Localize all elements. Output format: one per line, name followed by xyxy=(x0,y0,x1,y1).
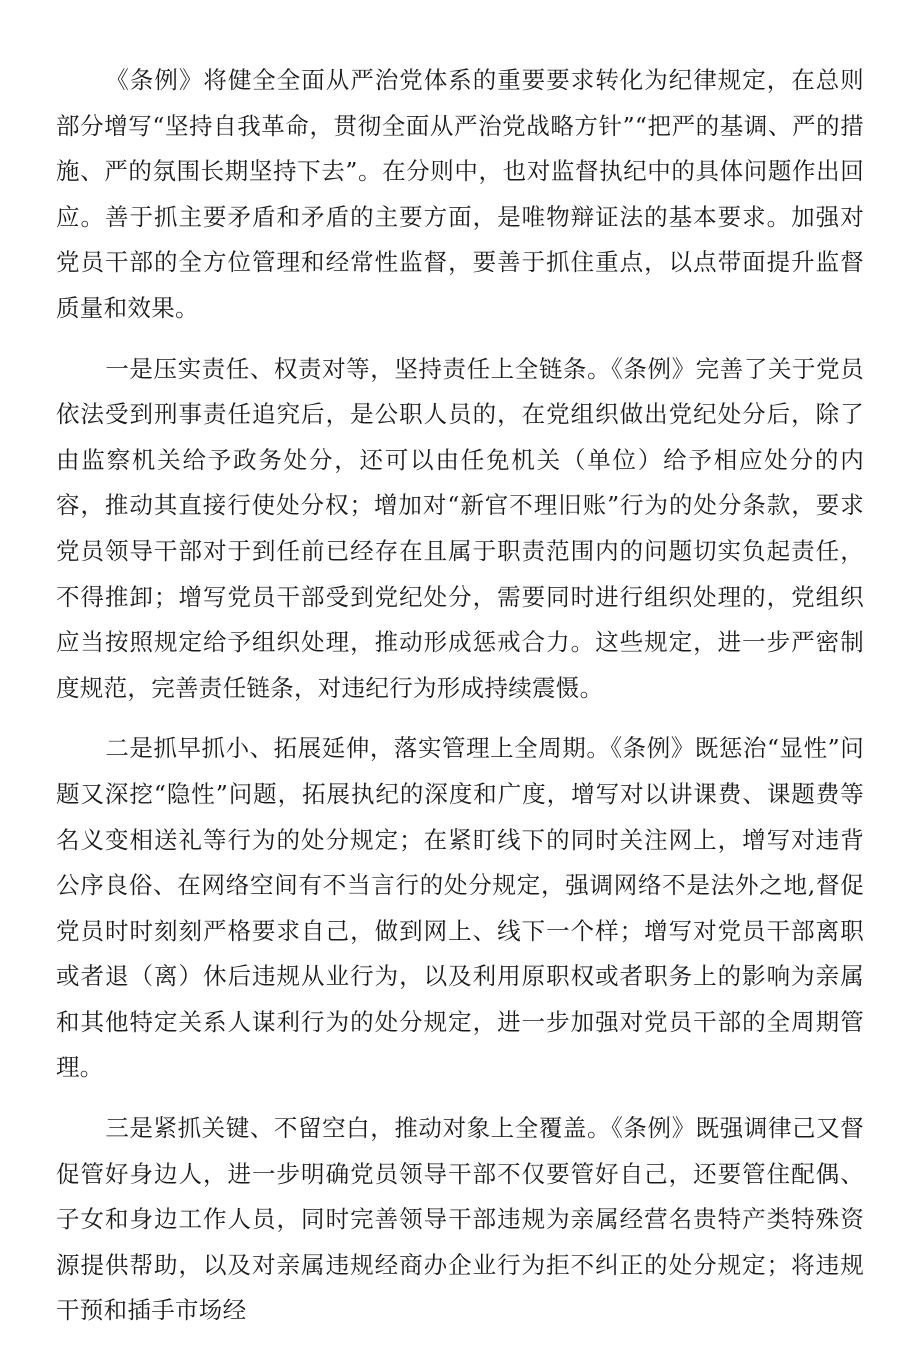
paragraph-point-one: 一是压实责任、权责对等，坚持责任上全链条。《条例》完善了关于党员依法受到刑事责任追究后，是公职人员的，在党组织做出党纪处分后，除了由监察机关给予政务处分，还可以由任免机关（单位）给予相应处分的内容，推动其直接行使处分权；增加对“新官不理旧账”行为的处分条款，要求党员领导干部对于到任前已经存在且属于职责范围内的问题切实负起责任，不得推卸；增写党员干部受到党纪处分，需要同时进行组织处理的，党组织应当按照规定给予组织处理，推动形成惩戒合力。这些规定，进一步严密制度规范，完善责任链条，对违纪行为形成持续震慑。 xyxy=(56,354,864,702)
paragraph-intro: 《条例》将健全全面从严治党体系的重要要求转化为纪律规定，在总则部分增写“坚持自我革命，贯彻全面从严治党战略方针”“把严的基调、严的措施、严的氛围长期坚持下去”。在分则中，也对监督执纪中的具体问题作出回应。善于抓主要矛盾和矛盾的主要方面，是唯物辩证法的基本要求。加强对党员干部的全方位管理和经常性监督，要善于抓住重点，以点带面提升监督质量和效果。 xyxy=(56,66,864,322)
paragraph-point-two: 二是抓早抓小、拓展延伸，落实管理上全周期。《条例》既惩治“显性”问题又深挖“隐性”问题，拓展执纪的深度和广度，增写对以讲课费、课题费等名义变相送礼等行为的处分规定；在紧盯线下的同时关注网上，增写对违背公序良俗、在网络空间有不当言行的处分规定，强调网络不是法外之地,督促党员时时刻刻严格要求自己，做到网上、线下一个样；增写对党员干部离职或者退（离）休后违规从业行为，以及利用原职权或者职务上的影响为亲属和其他特定关系人谋利行为的处分规定，进一步加强对党员干部的全周期管理。 xyxy=(56,734,864,1082)
document-body xyxy=(56,58,864,1349)
paragraph-point-three: 三是紧抓关键、不留空白，推动对象上全覆盖。《条例》既强调律己又督促管好身边人，进一步明确党员领导干部不仅要管好自己，还要管住配偶、子女和身边工作人员，同时完善领导干部违规为亲属经营名贵特产类特殊资源提供帮助，以及对亲属违规经商办企业行为拒不纠正的处分规定；将违规干预和插手市场经 xyxy=(56,1114,864,1325)
